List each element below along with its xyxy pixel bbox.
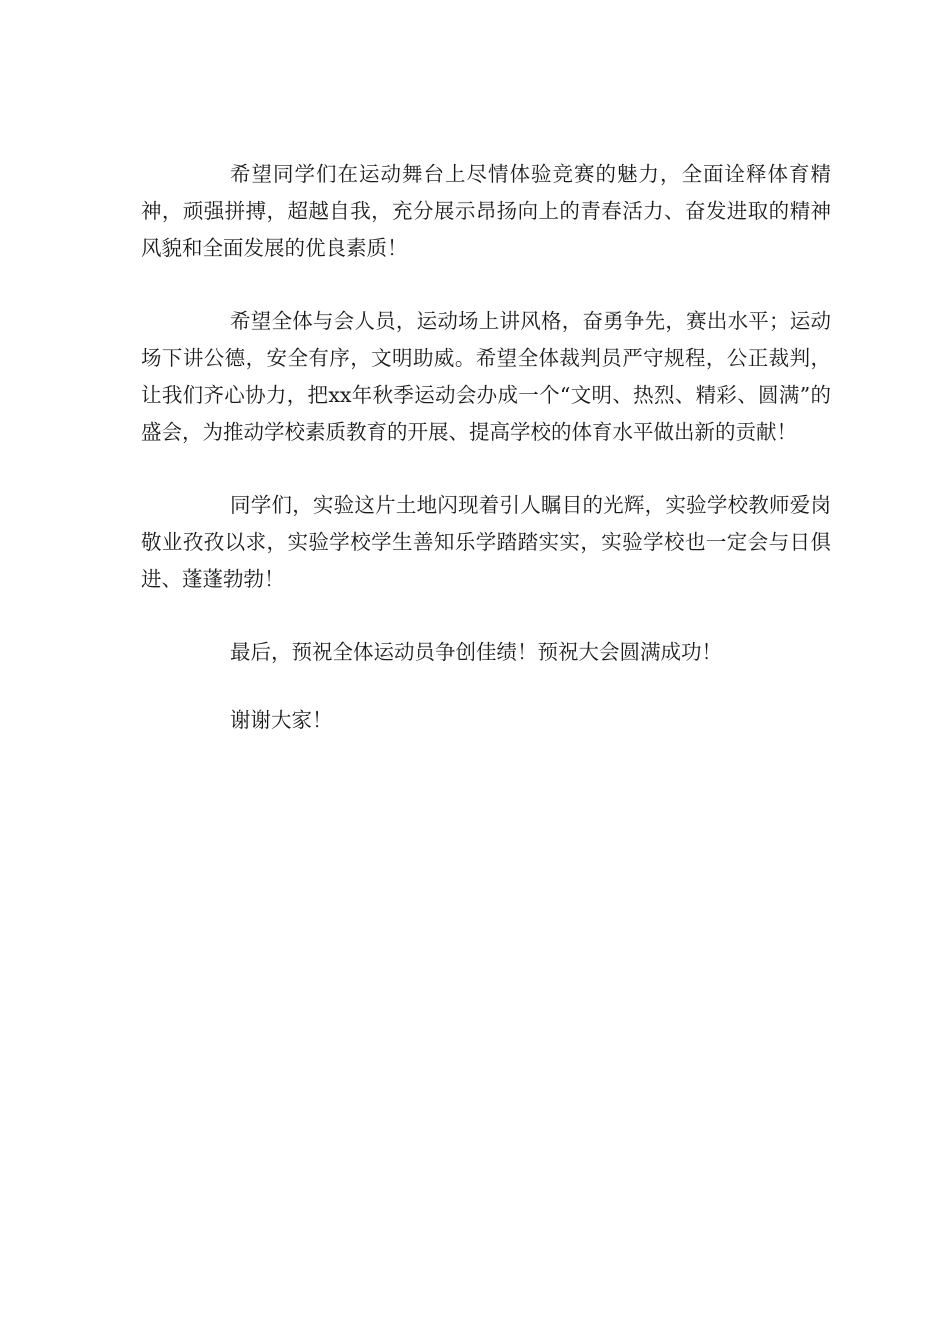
document-body [141, 156, 831, 775]
paragraph-athlete-wishes: 希望同学们在运动舞台上尽情体验竞赛的魅力，全面诠释体育精神，顽强拼搏，超越自我，充分展示昂扬向上的青春活力、奋发进取的精神风貌和全面发展的优良素质！ [141, 162, 831, 260]
paragraph-thanks: 谢谢大家！ [230, 708, 333, 732]
paragraph-school-praise: 同学们，实验这片土地闪现着引人瞩目的光辉，实验学校教师爱岗敬业孜孜以求，实验学校学生善知乐学踏踏实实，实验学校也一定会与日俱进、蓬蓬勃勃！ [141, 493, 831, 591]
paragraph-participant-wishes: 希望全体与会人员，运动场上讲风格，奋勇争先，赛出水平；运动场下讲公德，安全有序，文明助威。希望全体裁判员严守规程，公正裁判，让我们齐心协力，把xx年秋季运动会办成一个“文明、热烈、精彩、圆满”的盛会，为推动学校素质教育的开展、提高学校的体育水平做出新的贡献！ [141, 309, 831, 444]
paragraph-closing-wishes: 最后，预祝全体运动员争创佳绩！预祝大会圆满成功！ [230, 640, 722, 664]
